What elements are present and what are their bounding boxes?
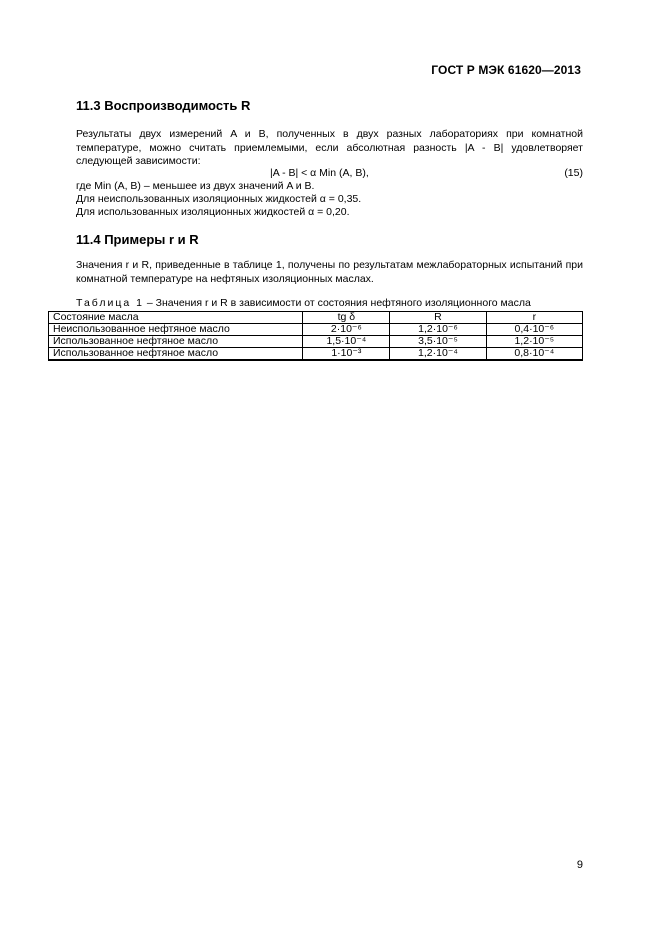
section-heading-11-4: 11.4 Примеры r и R [76, 232, 199, 247]
cell-tg-delta: 1,5·10⁻⁴ [303, 336, 390, 348]
document-id-header: ГОСТ Р МЭК 61620—2013 [431, 63, 581, 77]
cell-r: 1,2·10⁻⁵ [486, 336, 582, 348]
cell-r: 0,8·10⁻⁴ [486, 348, 582, 361]
table-caption [76, 297, 531, 309]
formula-15: |A - B| < α Min (A, B), [270, 167, 369, 179]
header-r: r [486, 312, 582, 324]
cell-tg-delta: 2·10⁻⁶ [303, 324, 390, 336]
reproducibility-paragraph: Результаты двух измерений A и B, полученных в двух разных лабораториях при комнатной температуре, можно считать приемлемыми, если абсолютная разность |A - B| удовлетворяет следующей зависимости: [76, 128, 583, 167]
formula-explanation: где Min (A, B) – меньшее из двух значений A и B. [76, 180, 315, 192]
cell-R: 1,2·10⁻⁴ [390, 348, 486, 361]
header-R: R [390, 312, 486, 324]
header-oil-state: Состояние масла [49, 312, 303, 324]
table-row [49, 324, 583, 336]
cell-oil-state: Использованное нефтяное масло [49, 348, 303, 361]
table-caption-prefix: Таблица 1 [76, 297, 144, 309]
cell-oil-state: Использованное нефтяное масло [49, 336, 303, 348]
table-header-row [49, 312, 583, 324]
cell-tg-delta: 1·10⁻³ [303, 348, 390, 361]
page-number: 9 [576, 859, 583, 871]
cell-oil-state: Неиспользованное нефтяное масло [49, 324, 303, 336]
values-table [48, 311, 583, 361]
table-row [49, 348, 583, 361]
section-heading-11-3: 11.3 Воспроизводимость R [76, 98, 251, 113]
alpha-unused-line: Для неиспользованных изоляционных жидкостей α = 0,35. [76, 193, 362, 205]
table-row [49, 336, 583, 348]
examples-paragraph: Значения r и R, приведенные в таблице 1, получены по результатам межлабораторных испытаний при комнатной температуре на нефтяных изоляционных маслах. [76, 259, 583, 285]
header-tg-delta: tg δ [303, 312, 390, 324]
formula-number: (15) [564, 167, 583, 179]
cell-R: 1,2·10⁻⁶ [390, 324, 486, 336]
cell-r: 0,4·10⁻⁶ [486, 324, 582, 336]
table-caption-text: – Значения r и R в зависимости от состояния нефтяного изоляционного масла [143, 297, 531, 309]
alpha-used-line: Для использованных изоляционных жидкостей α = 0,20. [76, 206, 350, 218]
cell-R: 3,5·10⁻⁵ [390, 336, 486, 348]
